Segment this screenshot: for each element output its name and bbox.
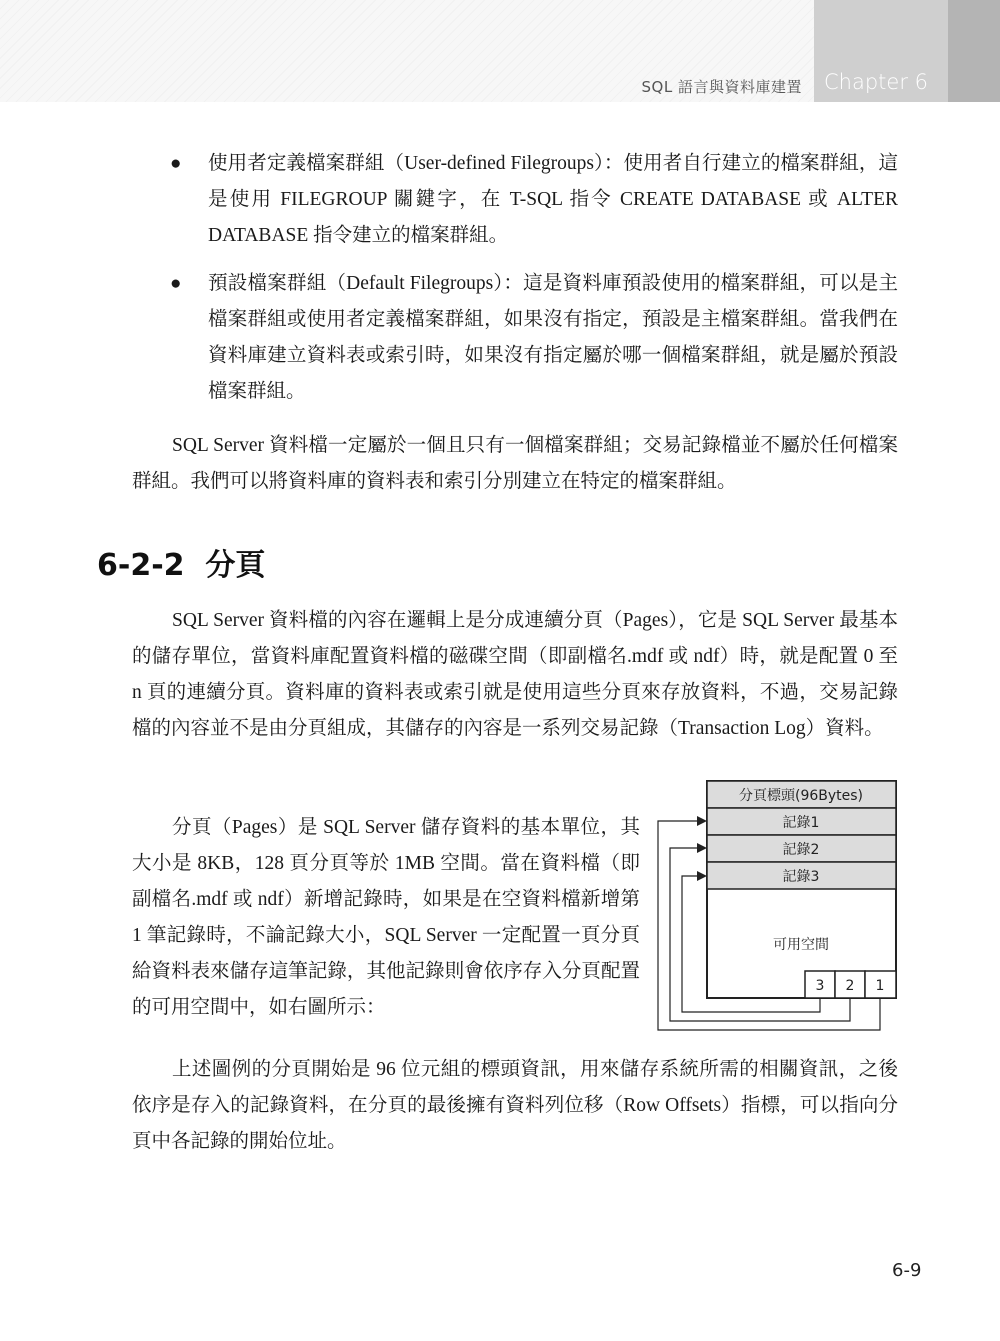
arrow-head-icon	[697, 816, 707, 826]
running-title: SQL 語言與資料庫建置	[641, 78, 802, 96]
record-label-2: 記錄2	[782, 842, 820, 858]
arrow-head-icon	[697, 843, 707, 853]
bullet-text: 預設檔案群組（Default Filegroups）：這是資料庫預設使用的檔案群組，可以是主檔案群組或使用者定義檔案群組，如果沒有指定，預設是主檔案群組。當我們在資料庫建立資料表或索引時，如果沒有指定屬於哪一個檔案群組，就是屬於預設檔案群組。	[208, 273, 898, 402]
offset-label-1: 1	[875, 978, 885, 994]
chapter-label: Chapter 6	[824, 70, 928, 94]
corner-block	[948, 0, 1000, 102]
bullet-item-user-defined	[170, 146, 898, 254]
page-header-label: 分頁標頭(96Bytes)	[738, 788, 864, 804]
offset-label-3: 3	[815, 978, 825, 994]
paragraph-pages-intro	[132, 603, 898, 747]
bullet-dot-icon: ●	[170, 273, 182, 294]
record-label-3: 記錄3	[782, 869, 820, 885]
arrow-head-icon	[697, 871, 707, 881]
paragraph-text: SQL Server 資料檔的內容在邏輯上是分成連續分頁（Pages），它是 SQL Server 最基本的儲存單位，當資料庫配置資料檔的磁碟空間（即副檔名.mdf 或 ndf）時，就是配置 0 至 n 頁的連續分頁。資料庫的資料表或索引就是使用這些分頁來存放資料，不過，交易記錄檔的內容並不是由分頁組成，其儲存的內容是一系列交易記錄（Transaction Log）資料。	[132, 610, 898, 739]
page-number: 6-9	[892, 1260, 922, 1281]
bullet-text: 使用者定義檔案群組（User-defined Filegroups）：使用者自行建立的檔案群組，這是使用 FILEGROUP 關鍵字，在 T-SQL 指令 CREATE DATABASE 或 ALTER DATABASE 指令建立的檔案群組。	[208, 153, 898, 246]
paragraph-summary	[132, 1052, 898, 1160]
section-number: 6-2-2	[97, 548, 185, 583]
section-title: 分頁	[205, 548, 266, 583]
record-label-1: 記錄1	[782, 815, 820, 831]
paragraph-filegroup	[132, 428, 898, 500]
paragraph-text: 上述圖例的分頁開始是 96 位元組的標頭資訊，用來儲存系統所需的相關資訊，之後依序是存入的記錄資料，在分頁的最後擁有資料列位移（Row Offsets）指標，可以指向分頁中各記錄的開始位址。	[132, 1059, 898, 1152]
bullet-dot-icon: ●	[170, 153, 182, 174]
paragraph-text: SQL Server 資料檔一定屬於一個且只有一個檔案群組；交易記錄檔並不屬於任何檔案群組。我們可以將資料庫的資料表和索引分別建立在特定的檔案群組。	[132, 435, 898, 492]
offset-label-2: 2	[845, 978, 855, 994]
free-space-label: 可用空間	[773, 937, 829, 953]
paragraph-page-size	[132, 810, 640, 1026]
section-heading	[97, 540, 265, 584]
bullet-item-default	[170, 266, 898, 410]
paragraph-text: 分頁（Pages）是 SQL Server 儲存資料的基本單位，其大小是 8KB，128 頁分頁等於 1MB 空間。當在資料檔（即副檔名.mdf 或 ndf）新增記錄時，如果是在空資料檔新增第 1 筆記錄時，不論記錄大小，SQL Server 一定配置一頁分頁給資料表來儲存這筆記錄，其他記錄則會依序存入分頁配置的可用空間中，如右圖所示：	[132, 817, 640, 1018]
page-structure-diagram	[655, 778, 900, 1033]
